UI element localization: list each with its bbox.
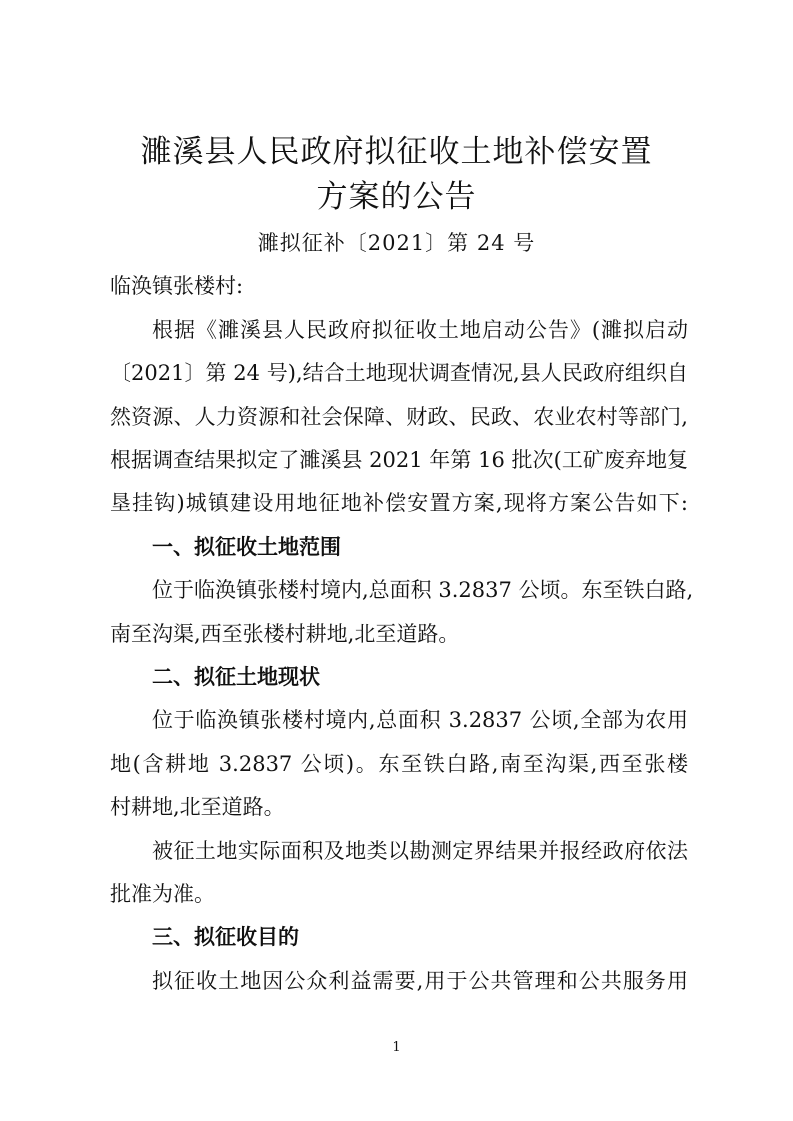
page-number: 1 [392, 1040, 401, 1055]
section-2-heading: 二、拟征土地现状 [152, 665, 320, 689]
section-2-p1-line-2: 地(含耕地 3.2837 公顷)。东至铁白路,南至沟渠,西至张楼 [110, 752, 688, 776]
intro-line-4: 根据调查结果拟定了濉溪县 2021 年第 16 批次(工矿废弃地复 [110, 448, 688, 472]
document-number: 濉拟征补〔2021〕第 24 号 [257, 231, 536, 255]
section-3-heading: 三、拟征收目的 [152, 925, 299, 949]
section-2-p1-line-1: 位于临涣镇张楼村境内,总面积 3.2837 公顷,全部为农用 [152, 708, 688, 732]
section-1-line-2: 南至沟渠,西至张楼村耕地,北至道路。 [110, 622, 460, 646]
section-1-line-1: 位于临涣镇张楼村境内,总面积 3.2837 公顷。东至铁白路, [152, 578, 694, 602]
document-title-line-2: 方案的公告 [316, 179, 477, 215]
section-3-line-1: 拟征收土地因公众利益需要,用于公共管理和公共服务用 [152, 969, 688, 993]
section-1-heading: 一、拟征收土地范围 [152, 535, 341, 559]
addressee: 临涣镇张楼村: [110, 274, 244, 298]
intro-line-2: 〔2021〕第 24 号),结合土地现状调查情况,县人民政府组织自 [110, 361, 688, 385]
intro-line-1: 根据《濉溪县人民政府拟征收土地启动公告》(濉拟启动 [152, 318, 688, 342]
document-title-line-1: 濉溪县人民政府拟征收土地补偿安置 [140, 134, 653, 170]
section-2-p2-line-1: 被征土地实际面积及地类以勘测定界结果并报经政府依法 [152, 839, 688, 863]
intro-line-3: 然资源、人力资源和社会保障、财政、民政、农业农村等部门, [110, 405, 688, 429]
intro-line-5: 垦挂钩)城镇建设用地征地补偿安置方案,现将方案公告如下: [110, 491, 688, 515]
section-2-p2-line-2: 批准为准。 [110, 882, 215, 906]
section-2-p1-line-3: 村耕地,北至道路。 [110, 795, 285, 819]
